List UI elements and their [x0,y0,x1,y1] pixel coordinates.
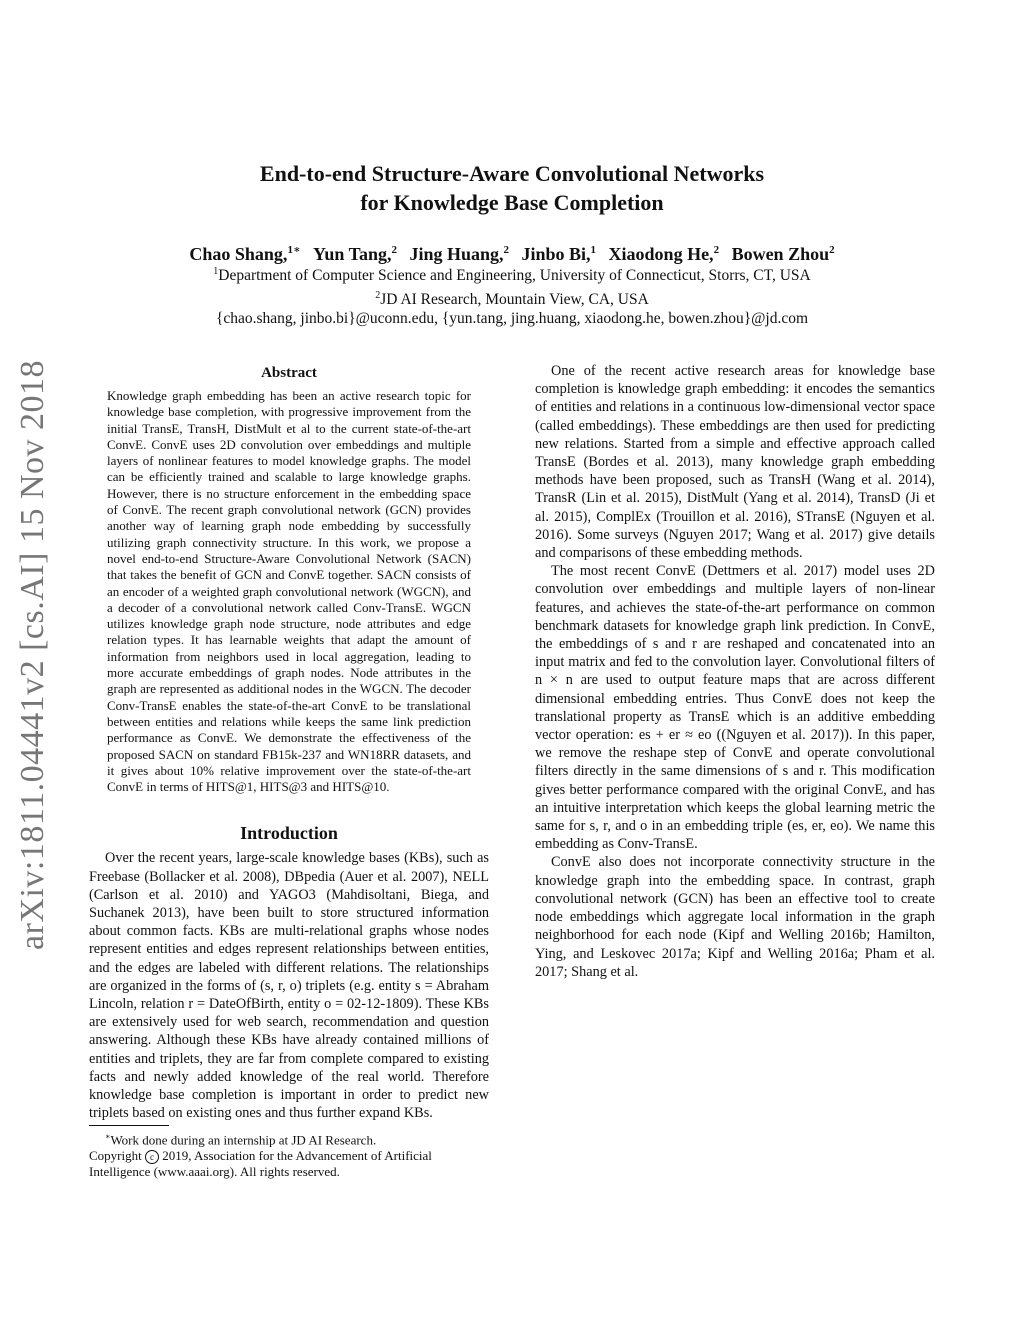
arxiv-stamp-text: arXiv:1811.04441v2 [cs.AI] 15 Nov 2018 [14,360,51,950]
footnote-divider [89,1125,169,1126]
right-column [535,362,935,981]
arxiv-stamp [13,360,53,950]
footnotes [89,1129,489,1180]
author-emails: {chao.shang, jinbo.bi}@uconn.edu, {yun.tang, jing.huang, xiaodong.he, bowen.zhou}@jd.com [215,310,809,328]
author: Jinbo Bi,$^1$ [521,244,597,264]
author: Xiaodong He,$^2$ [608,244,720,264]
intro-paragraph-1: Over the recent years, large-scale knowledge bases (KBs), such as Freebase (Bollacker et al. 2008), DBpedia (Auer et al. 2007), NELL (Carlson et al. 2010) and YAGO3 (Mahdisoltani, Biega, and Suchanek 2013), have been built to store structured information about common facts. KBs are multi-relational graphs whose nodes represent entities and edges represent relationships between entities, and the edges are labeled with different relations. The relationships are organized in the forms of (s, r, o) triplets (e.g. entity s = Abraham Lincoln, relation r = DateOfBirth, entity o = 02-12-1809). These KBs are extensively used for web search, recommendation and question answering. Although these KBs have already contained millions of entities and triplets, they are far from complete compared to existing facts and newly added knowledge of the real world. Therefore knowledge base completion is important in order to predict new triplets based on existing ones and thus further expand KBs. [89,850,489,1122]
affiliation-2: $^2$JD AI Research, Mountain View, CA, USA [375,289,649,308]
author: Chao Shang,$^{1∗}$ [189,244,301,264]
paper-title [0,159,1024,217]
intro-paragraph-3: The most recent ConvE (Dettmers et al. 2017) model uses 2D convolution over embeddings and multiple layers of non-linear features, and achieves the state-of-the-art performance on common benchmark datasets for knowledge graph link prediction. In ConvE, the embeddings of s and r are reshaped and concatenated into an input matrix and fed to the convolution layer. Convolutional filters of n × n are used to output feature maps that are across different dimensional embedding entries. Thus ConvE does not keep the translational property as TransE which is an additive embedding vector operation: es + er ≈ eo ((Nguyen et al. 2017)). In this paper, we remove the reshape step of ConvE and operate convolutional filters directly in the same dimensions of s and r. This modification gives better performance compared with the original ConvE, and has an intuitive interpretation which keeps the global learning metric the same for s, r, and o in an embedding triple (es, er, eo). We name this embedding as Conv-TransE. [535,563,935,853]
footnote-internship: ∗Work done during an internship at JD AI Research. [105,1132,377,1148]
copyright-icon: c [145,1150,159,1164]
affiliations [0,262,1024,329]
copyright-notice: Copyright c 2019, Association for the Advancement of Artificial Intelligence (www.aaai.org). All rights reserved. [89,1148,432,1180]
title-line-2: for Knowledge Base Completion [360,190,664,215]
abstract-text: Knowledge graph embedding has been an active research topic for knowledge base completion, with progressive improvement from the initial TransE, TransH, DistMult et al to the current state-of-the-art ConvE. ConvE uses 2D convolution over embeddings and multiple layers of nonlinear features to model knowledge graphs. The model can be efficiently trained and scalable to large knowledge graphs. However, there is no structure enforcement in the embedding space of ConvE. The recent graph convolutional network (GCN) provides another way of learning graph node embedding by successfully utilizing graph connectivity structure. In this work, we propose a novel end-to-end Structure-Aware Convolutional Network (SACN) that takes the benefit of GCN and ConvE together. SACN consists of an encoder of a weighted graph convolutional network (WGCN), and a decoder of a convolutional network called Conv-TransE. WGCN utilizes knowledge graph node structure, node attributes and edge relation types. It has learnable weights that adapt the amount of information from neighbors used in local aggregation, leading to more accurate embeddings of graph nodes. Node attributes in the graph are represented as additional nodes in the WGCN. The decoder Conv-TransE enables the state-of-the-art ConvE to be translational between entities and relations while keeps the same link prediction performance as ConvE. We demonstrate the effectiveness of the proposed SACN on standard FB15k-237 and WN18RR datasets, and it gives about 10% relative improvement over the state-of-the-art ConvE in terms of HITS@1, HITS@3 and HITS@10. [107,388,471,795]
left-column [89,362,489,1122]
author: Bowen Zhou$^2$ [731,244,835,264]
abstract-heading: Abstract [261,365,317,381]
author: Jing Huang,$^2$ [409,244,510,264]
introduction-heading: Introduction [240,823,338,844]
title-line-1: End-to-end Structure-Aware Convolutional Networks [259,161,765,186]
intro-paragraph-4: ConvE also does not incorporate connectivity structure in the knowledge graph into the embedding space. In contrast, graph convolutional network (GCN) has been an effective tool to create node embeddings which aggregate local information in the graph neighborhood for each node (Kipf and Welling 2016b; Hamilton, Ying, and Leskovec 2017a; Kipf and Welling 2016a; Pham et al. 2017; Shang et al. [535,854,935,980]
intro-paragraph-2: One of the recent active research areas for knowledge base completion is knowledge graph embedding: it encodes the semantics of entities and relations in a continuous low-dimensional vector space (called embeddings). These embeddings are then used for predicting new relations. Started from a simple and effective approach called TransE (Bordes et al. 2013), many knowledge graph embedding methods have been proposed, such as TransH (Wang et al. 2014), TransR (Lin et al. 2015), DistMult (Yang et al. 2014), TransD (Ji et al. 2015), ComplEx (Trouillon et al. 2016), STransE (Nguyen et al. 2016). Some surveys (Nguyen 2017; Wang et al. 2017) give details and comparisons of these embedding methods. [535,363,935,562]
author: Yun Tang,$^2$ [313,244,397,264]
affiliation-1: $^1$Department of Computer Science and Engineering, University of Connecticut, Storrs, CT, USA [213,266,811,285]
